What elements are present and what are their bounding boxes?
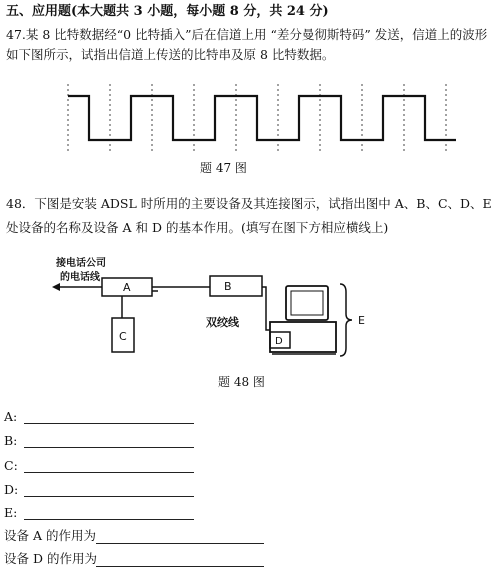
answer-c-label: C: (4, 458, 18, 473)
answer-e-label: E: (4, 505, 18, 520)
device-b-box (210, 276, 262, 296)
twisted-pair-cable (262, 287, 270, 330)
device-c-label: C (119, 330, 127, 343)
figure-47-caption: 题 47 图 (200, 161, 247, 175)
device-d-label: D (275, 336, 283, 347)
answer-b-line[interactable] (24, 447, 194, 448)
phone-line-label-1: 接电话公司 (56, 258, 106, 269)
adsl-diagram (40, 254, 400, 366)
device-b-label: B (224, 280, 232, 293)
question-47-text: 47.某 8 比特数据经“0 比特插入”后在信道上用 “差分曼彻斯特码” 发送，信道上的波形如下图所示，试指出信道上传送的比特串及原 8 比特数据。 (6, 27, 488, 62)
bracket-e (340, 284, 352, 356)
role-a-line[interactable] (96, 543, 264, 544)
role-d-label: 设备 D 的作用为 (4, 551, 97, 566)
role-a-label: 设备 A 的作用为 (4, 528, 96, 543)
waveform-figure (60, 82, 460, 154)
phone-line-label-2: 的电话线 (60, 272, 100, 283)
answer-a-line[interactable] (24, 423, 194, 424)
arrow-head-icon (52, 283, 60, 291)
answer-b-label: B: (4, 433, 18, 448)
answer-d-line[interactable] (24, 496, 194, 497)
answer-a-label: A: (4, 409, 18, 424)
question-48-text: 48．下图是安装 ADSL 时所用的主要设备及其连接图示，试指出图中 A、B、C、D、E 处设备的名称及设备 A 和 D 的基本作用。(填写在图下方相应横线上) (6, 196, 492, 235)
waveform-signal (68, 96, 456, 140)
device-e-label: E (358, 314, 365, 327)
answer-c-line[interactable] (24, 472, 194, 473)
twisted-pair-label: 双绞线 (206, 316, 239, 329)
answer-e-line[interactable] (24, 519, 194, 520)
role-d-line[interactable] (96, 566, 264, 567)
answer-d-label: D: (4, 482, 19, 497)
figure-48-caption: 题 48 图 (218, 375, 265, 389)
section-title: 五、应用题(本大题共 3 小题，每小题 8 分，共 24 分) (6, 4, 329, 19)
device-a-label: A (123, 281, 131, 294)
